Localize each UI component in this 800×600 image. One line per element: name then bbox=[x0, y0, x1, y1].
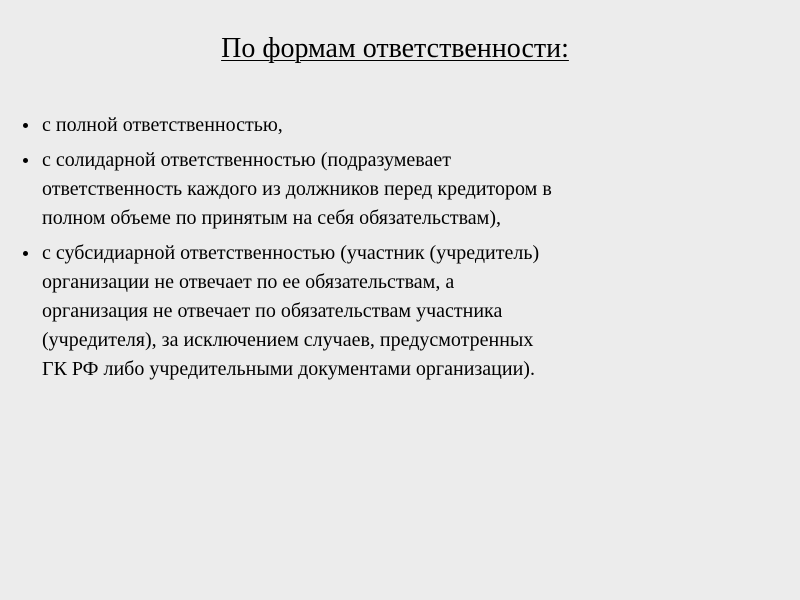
bullet-text-line: полном объеме по принятым на себя обязательствам), bbox=[42, 207, 501, 229]
bullet-list bbox=[22, 111, 722, 390]
bullet-dot-icon bbox=[23, 123, 28, 128]
bullet-text-line: с полной ответственностью, bbox=[42, 114, 283, 136]
bullet-text-line: с субсидиарной ответственностью (участник (учредитель) bbox=[42, 242, 540, 264]
bullet-text-line: ответственность каждого из должников перед кредитором в bbox=[42, 178, 552, 200]
slide-title: По формам ответственности: bbox=[221, 33, 569, 64]
bullet-item-joint-liability bbox=[22, 146, 722, 233]
bullet-text-line: ГК РФ либо учредительными документами организации). bbox=[42, 358, 535, 380]
bullet-item-full-liability bbox=[22, 111, 722, 140]
bullet-text-line: с солидарной ответственностью (подразумевает bbox=[42, 149, 451, 171]
bullet-text-line: (учредителя), за исключением случаев, предусмотренных bbox=[42, 329, 534, 351]
bullet-text-line: организация не отвечает по обязательствам участника bbox=[42, 300, 503, 322]
bullet-text-line: организации не отвечает по ее обязательствам, а bbox=[42, 271, 455, 293]
bullet-item-subsidiary-liability bbox=[22, 239, 722, 384]
bullet-dot-icon bbox=[23, 158, 28, 163]
bullet-dot-icon bbox=[23, 251, 28, 256]
